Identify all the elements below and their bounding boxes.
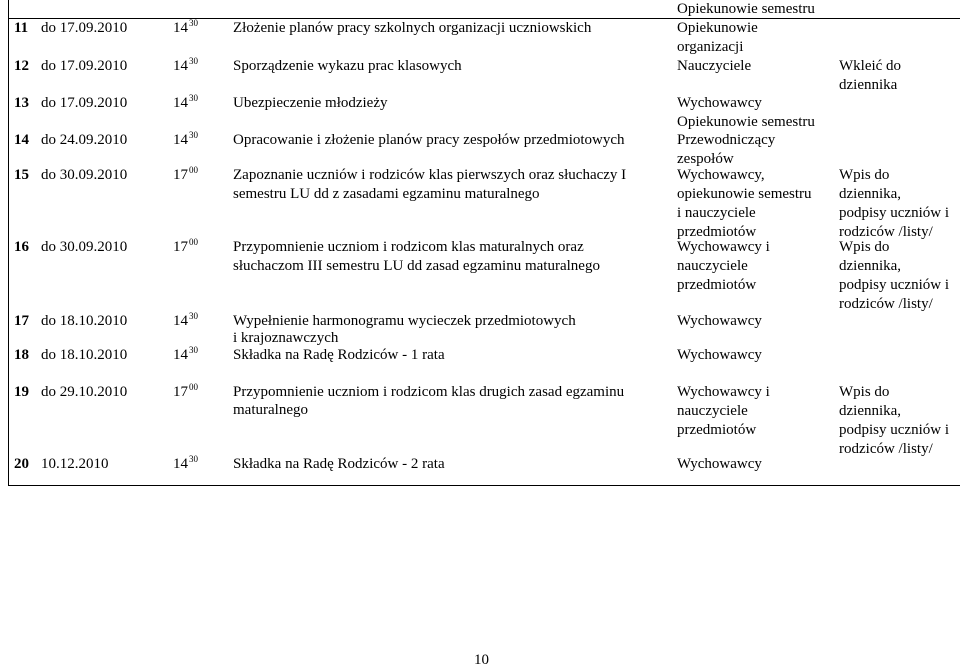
row-responsible: opiekunowie semestru — [677, 186, 812, 202]
row-number: 12 — [14, 58, 29, 74]
row-notes: Wkleić do — [839, 58, 902, 74]
row-time: $14^{30}$ — [173, 311, 198, 329]
row-task: Ubezpieczenie młodzieży — [233, 95, 388, 111]
row-task: Składka na Radę Rodziców - 1 rata — [233, 347, 445, 363]
row-notes: rodziców /listy/ — [839, 441, 933, 457]
row-notes: podpisy uczniów i — [839, 205, 949, 221]
row-notes: dziennika, — [839, 403, 902, 419]
row-task: maturalnego — [233, 402, 308, 418]
row-date: do 30.09.2010 — [41, 239, 128, 255]
row-responsible: Opiekunowie semestru — [677, 114, 815, 130]
row-number: 14 — [14, 132, 29, 148]
row-time: $17^{00}$ — [173, 165, 198, 183]
row-responsible: Opiekunowie — [677, 20, 758, 36]
row-task: Wypełnienie harmonogramu wycieczek przedmiotowych — [233, 313, 576, 329]
row-number: 13 — [14, 95, 29, 111]
row-notes: Wpis do — [839, 239, 890, 255]
row-time: $14^{30}$ — [173, 93, 198, 111]
row-notes: dziennika, — [839, 186, 902, 202]
row-notes: podpisy uczniów i — [839, 277, 949, 293]
row-notes: rodziców /listy/ — [839, 224, 933, 240]
row-date: do 30.09.2010 — [41, 167, 128, 183]
row-task: Opracowanie i złożenie planów pracy zespołów przedmiotowych — [233, 132, 625, 148]
header-fragment: Opiekunowie semestru — [677, 1, 815, 17]
row-notes: Wpis do — [839, 167, 890, 183]
row-task: słuchaczom III semestru LU dd zasad egzaminu maturalnego — [233, 258, 600, 274]
row-responsible: Przewodniczący — [677, 132, 776, 148]
row-time: $14^{30}$ — [173, 18, 198, 36]
row-responsible: Wychowawcy, — [677, 167, 765, 183]
row-date: do 17.09.2010 — [41, 58, 128, 74]
row-time: $14^{30}$ — [173, 345, 198, 363]
row-date: 10.12.2010 — [41, 456, 109, 472]
row-responsible: Wychowawcy — [677, 95, 762, 111]
row-date: do 18.10.2010 — [41, 347, 128, 363]
row-time: $14^{30}$ — [173, 130, 198, 148]
row-responsible: Nauczyciele — [677, 58, 752, 74]
row-date: do 17.09.2010 — [41, 95, 128, 111]
row-time: $14^{30}$ — [173, 56, 198, 74]
row-number: 16 — [14, 239, 29, 255]
row-notes: Wpis do — [839, 384, 890, 400]
row-number: 18 — [14, 347, 29, 363]
row-task: i krajoznawczych — [233, 330, 339, 346]
row-responsible: nauczyciele — [677, 403, 748, 419]
page-number: 10 — [474, 652, 489, 668]
row-task: Zapoznanie uczniów i rodziców klas pierwszych oraz słuchaczy I — [233, 167, 627, 183]
row-date: do 29.10.2010 — [41, 384, 128, 400]
row-responsible: przedmiotów — [677, 422, 757, 438]
row-time: $14^{30}$ — [173, 454, 198, 472]
row-responsible: nauczyciele — [677, 258, 748, 274]
row-task: Sporządzenie wykazu prac klasowych — [233, 58, 462, 74]
row-date: do 18.10.2010 — [41, 313, 128, 329]
row-date: do 17.09.2010 — [41, 20, 128, 36]
row-task: semestru LU dd z zasadami egzaminu maturalnego — [233, 186, 540, 202]
row-responsible: Wychowawcy i — [677, 384, 770, 400]
row-notes: podpisy uczniów i — [839, 422, 949, 438]
row-responsible: przedmiotów — [677, 224, 757, 240]
row-task: Przypomnienie uczniom i rodzicom klas maturalnych oraz — [233, 239, 584, 255]
row-task: Przypomnienie uczniom i rodzicom klas drugich zasad egzaminu — [233, 384, 625, 400]
row-notes: dziennika — [839, 77, 898, 93]
row-number: 20 — [14, 456, 29, 472]
row-task: Składka na Radę Rodziców - 2 rata — [233, 456, 445, 472]
row-number: 11 — [14, 20, 29, 36]
row-number: 15 — [14, 167, 29, 183]
row-number: 19 — [14, 384, 29, 400]
row-responsible: i nauczyciele — [677, 205, 756, 221]
row-number: 17 — [14, 313, 29, 329]
row-responsible: Wychowawcy — [677, 313, 762, 329]
row-responsible: Wychowawcy — [677, 347, 762, 363]
row-responsible: zespołów — [677, 151, 734, 167]
row-responsible: Wychowawcy i — [677, 239, 770, 255]
row-task: Złożenie planów pracy szkolnych organizacji uczniowskich — [233, 20, 592, 36]
row-responsible: organizacji — [677, 39, 744, 55]
table-left-border — [8, 0, 9, 485]
row-notes: rodziców /listy/ — [839, 296, 933, 312]
row-divider — [8, 485, 960, 486]
row-notes: dziennika, — [839, 258, 902, 274]
row-responsible: Wychowawcy — [677, 456, 762, 472]
row-responsible: przedmiotów — [677, 277, 757, 293]
row-time: $17^{00}$ — [173, 382, 198, 400]
row-date: do 24.09.2010 — [41, 132, 128, 148]
row-time: $17^{00}$ — [173, 237, 198, 255]
